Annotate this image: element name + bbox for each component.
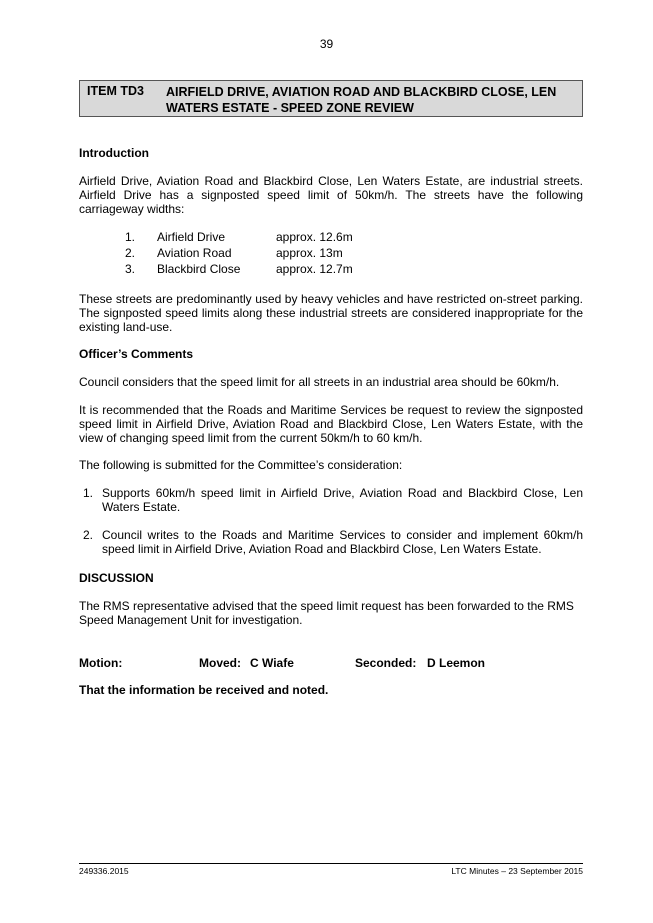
recommendation-number: 1. [83, 486, 94, 500]
moved-by: C Wiafe [250, 656, 294, 670]
item-header-box [79, 80, 583, 117]
seconded-by: D Leemon [427, 656, 486, 670]
width-row-street: Aviation Road [157, 246, 232, 260]
discussion-heading: DISCUSSION [79, 571, 154, 585]
introduction-heading: Introduction [79, 146, 149, 160]
recommendation-number: 2. [83, 528, 94, 542]
item-id: ITEM TD3 [87, 84, 144, 98]
width-row [79, 245, 479, 261]
width-row-street: Blackbird Close [157, 262, 241, 276]
officers-comments-p2: It is recommended that the Roads and Maritime Services be request to review the signposted speed limit in Airfield Drive, Aviation Road and Blackbird Close, Len Waters Estate, with the view of changing speed limit from the current 50km/h to 60 km/h. [79, 403, 583, 445]
page-number: 39 [319, 37, 334, 51]
resolution: That the information be received and noted. [79, 683, 329, 697]
width-row [79, 229, 479, 245]
discussion-paragraph: The RMS representative advised that the speed limit request has been forwarded to the RMS Speed Management Unit for investigation. [79, 599, 574, 627]
width-row-width: approx. 12.6m [276, 230, 353, 244]
officers-comments-heading: Officer’s Comments [79, 347, 194, 361]
width-row-street: Airfield Drive [157, 230, 226, 244]
width-row-number: 1. [125, 230, 136, 244]
officers-comments-p1: Council considers that the speed limit for all streets in an industrial area should be 60km/h. [79, 375, 560, 389]
officers-comments-p3: The following is submitted for the Committee’s consideration: [79, 458, 403, 472]
footer-divider [79, 863, 583, 864]
motion-row [79, 655, 583, 671]
recommendation-text: Council writes to the Roads and Maritime Services to consider and implement 60km/h speed limit in Airfield Drive, Aviation Road and Blackbird Close, Len Waters Estate. [102, 528, 583, 556]
recommendation-item [79, 528, 583, 556]
footer-meeting-title: LTC Minutes – 23 September 2015 [451, 866, 583, 876]
recommendation-text: Supports 60km/h speed limit in Airfield Drive, Aviation Road and Blackbird Close, Len Waters Estate. [102, 486, 583, 514]
introduction-paragraph: Airfield Drive, Aviation Road and Blackbird Close, Len Waters Estate, are industrial streets. Airfield Drive has a signposted speed limit of 50km/h. The streets have the following carriageway widths: [79, 174, 583, 216]
moved-label: Moved: [199, 656, 241, 670]
item-title: AIRFIELD DRIVE, AVIATION ROAD AND BLACKBIRD CLOSE, LEN WATERS ESTATE - SPEED ZONE REVIEW [166, 85, 557, 115]
footer-document-number: 249336.2015 [79, 866, 129, 876]
width-row [79, 261, 479, 277]
width-row-number: 3. [125, 262, 136, 276]
introduction-paragraph-2: These streets are predominantly used by heavy vehicles and have restricted on-street parking. The signposted speed limits along these industrial streets are considered inappropriate for the existing land-use. [79, 292, 583, 334]
width-row-width: approx. 12.7m [276, 262, 353, 276]
seconded-label: Seconded: [355, 656, 417, 670]
width-row-number: 2. [125, 246, 136, 260]
motion-label: Motion: [79, 656, 123, 670]
width-row-width: approx. 13m [276, 246, 343, 260]
recommendation-item [79, 486, 583, 514]
